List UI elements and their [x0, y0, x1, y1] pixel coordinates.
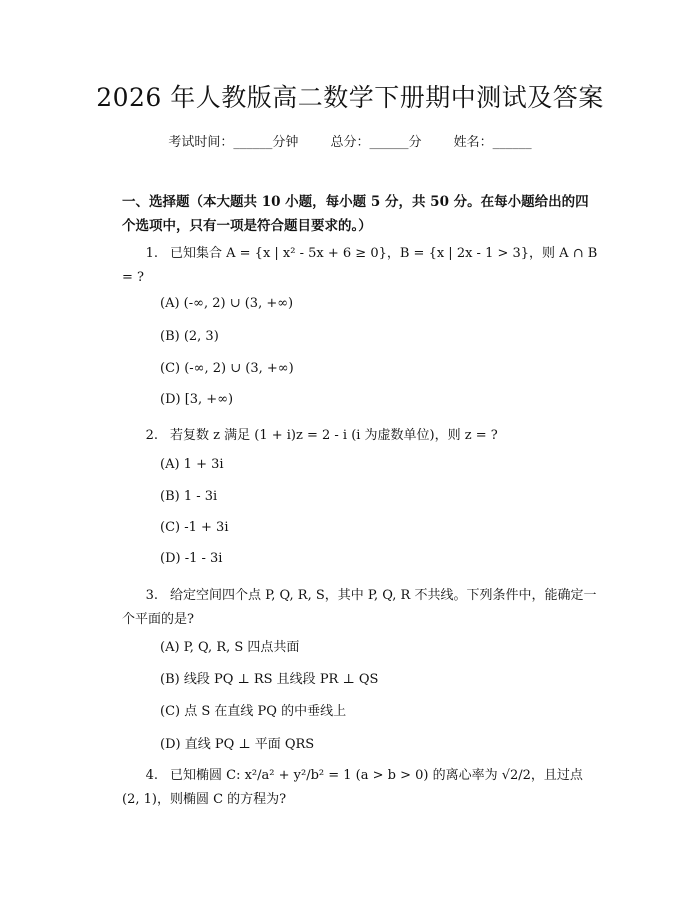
question-text: 已知椭圆 C: x²/a² + y²/b² = 1 (a > b > 0) 的离心率为 √2/2，且过点 (2, 1)，则椭圆 C 的方程为?	[122, 768, 583, 807]
option-b: (B) (2, 3)	[160, 329, 219, 344]
option-a: (A) (-∞, 2) ∪ (3, +∞)	[160, 296, 294, 311]
option-c: (C) 点 S 在直线 PQ 的中垂线上	[160, 704, 347, 719]
option-c: (C) (-∞, 2) ∪ (3, +∞)	[160, 361, 294, 376]
question-text: 若复数 z 满足 (1 + i)z = 2 - i (i 为虚数单位)，则 z = ?	[170, 428, 498, 443]
option-d: (D) 直线 PQ ⊥ 平面 QRS	[160, 737, 315, 752]
total-score-field: 总分：______分	[330, 135, 422, 150]
option-b: (B) 1 - 3i	[160, 489, 218, 504]
exam-info-line	[0, 131, 700, 150]
question-number: 4.	[145, 768, 158, 783]
question-number: 2.	[145, 428, 158, 443]
option-a: (A) P, Q, R, S 四点共面	[160, 640, 300, 655]
section-heading: 一、选择题（本大题共 10 小题，每小题 5 分，共 50 分。在每小题给出的四个选项中，只有一项是符合题目要求的。）	[122, 194, 589, 234]
option-d: (D) [3, +∞)	[160, 392, 234, 407]
exam-time-field: 考试时间：______分钟	[168, 135, 299, 150]
question-number: 1.	[145, 246, 158, 261]
question-1	[122, 242, 598, 290]
question-2	[122, 424, 598, 448]
option-a: (A) 1 + 3i	[160, 457, 224, 472]
question-3	[122, 584, 598, 632]
option-b: (B) 线段 PQ ⊥ RS 且线段 PR ⊥ QS	[160, 672, 379, 687]
question-text: 给定空间四个点 P, Q, R, S，其中 P, Q, R 不共线。下列条件中，能确定一个平面的是?	[122, 588, 597, 627]
student-name-field: 姓名：______	[453, 135, 532, 150]
option-c: (C) -1 + 3i	[160, 520, 229, 535]
document-title: 2026 年人教版高二数学下册期中测试及答案	[96, 83, 604, 112]
question-number: 3.	[145, 588, 158, 603]
question-text: 已知集合 A = {x | x² - 5x + 6 ≥ 0}，B = {x | 2x - 1 > 3}，则 A ∩ B = ?	[122, 246, 598, 285]
option-d: (D) -1 - 3i	[160, 551, 223, 566]
question-4	[122, 764, 598, 812]
